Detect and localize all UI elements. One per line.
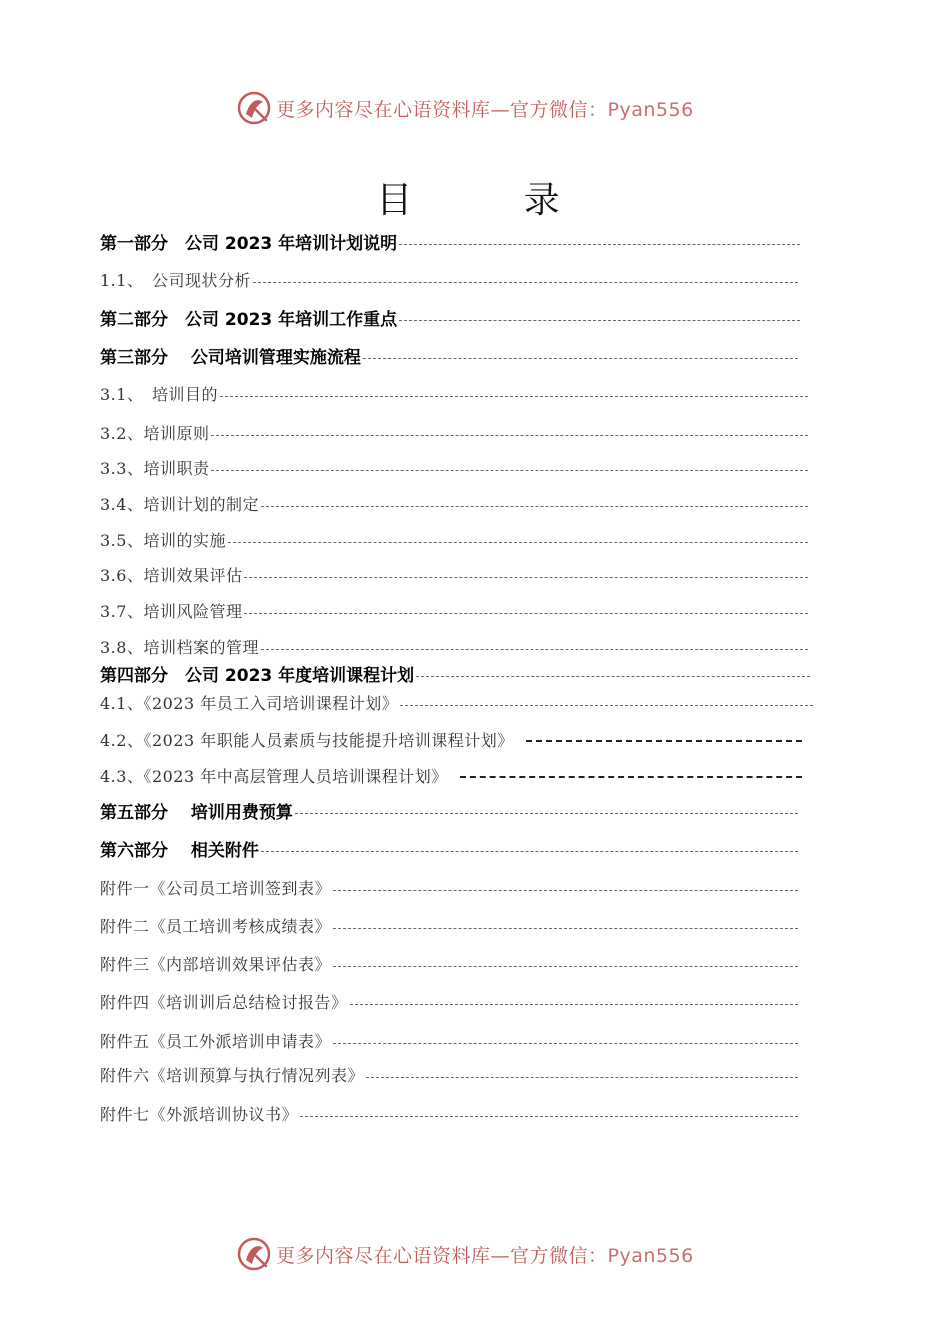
toc-entry-label: 3.5、培训的实施: [100, 530, 226, 550]
toc-entry[interactable]: [100, 266, 251, 292]
toc-leader-dots: [333, 928, 798, 929]
toc-entry[interactable]: [100, 1027, 331, 1053]
toc-leader-dots: [261, 506, 808, 507]
watermark-logo-icon: [236, 1236, 272, 1272]
toc-entry-label: 4.3、《2023 年中高层管理人员培训课程计划》: [100, 766, 448, 786]
watermark-wechat-id: Pyan556: [607, 1245, 694, 1267]
toc-leader-dots: [399, 244, 800, 245]
toc-entry-label: 第五部分 培训用费预算: [100, 802, 293, 823]
toc-leader-dots: [399, 320, 800, 321]
toc-leader-dots: [363, 358, 798, 359]
toc-entry[interactable]: [100, 689, 398, 715]
toc-entry[interactable]: [100, 835, 259, 861]
toc-leader-dots: [366, 1077, 798, 1078]
toc-entry-label: 第一部分 公司 2023 年培训计划说明: [100, 233, 398, 254]
toc-entry-label: 4.2、《2023 年职能人员素质与技能提升培训课程计划》: [100, 730, 514, 750]
toc-leader-dots: [526, 740, 802, 742]
toc-leader-dots: [333, 890, 798, 891]
toc-entry[interactable]: [100, 342, 361, 368]
toc-leader-dots: [244, 613, 808, 614]
toc-entry-label: 附件一《公司员工培训签到表》: [100, 878, 332, 898]
toc-leader-dots: [400, 705, 813, 706]
toc-entry[interactable]: [100, 797, 293, 823]
toc-entry-label: 附件四《培训训后总结检讨报告》: [100, 992, 348, 1012]
toc-leader-dots: [228, 542, 808, 543]
toc-entry-label: 附件三《内部培训效果评估表》: [100, 954, 332, 974]
watermark-wechat-id: Pyan556: [607, 99, 694, 121]
toc-leader-dots: [300, 1116, 798, 1117]
toc-leader-dots: [295, 813, 798, 814]
toc-entry-label: 3.6、培训效果评估: [100, 565, 243, 585]
toc-entry[interactable]: [100, 561, 242, 587]
toc-entry[interactable]: [100, 597, 242, 623]
toc-entry-label: 附件五《员工外派培训申请表》: [100, 1031, 332, 1051]
toc-entry[interactable]: [100, 988, 348, 1014]
toc-entry-label: 第三部分 公司培训管理实施流程: [100, 347, 361, 368]
toc-leader-dots: [244, 577, 808, 578]
toc-entry[interactable]: [100, 304, 397, 330]
toc-entry[interactable]: [100, 228, 397, 254]
toc-entry[interactable]: [100, 950, 331, 976]
toc-leader-dots: [350, 1004, 798, 1005]
toc-entry-label: 第四部分 公司 2023 年度培训课程计划: [100, 665, 415, 686]
toc-entry-label: 第六部分 相关附件: [100, 840, 259, 861]
watermark-text: 更多内容尽在心语资料库—官方微信：Pyan556: [276, 99, 694, 121]
toc-leader-dots: [211, 470, 808, 471]
watermark-banner-bottom: [0, 1234, 950, 1274]
toc-entry-label: 附件七《外派培训协议书》: [100, 1104, 299, 1124]
toc-entry-label: 3.7、培训风险管理: [100, 601, 243, 621]
toc-entry[interactable]: [100, 454, 209, 480]
toc-leader-dots: [333, 1043, 798, 1044]
watermark-text: 更多内容尽在心语资料库—官方微信：Pyan556: [276, 1245, 694, 1267]
toc-entry-label: 第二部分 公司 2023 年培训工作重点: [100, 309, 398, 330]
toc-entry-label: 4.1、《2023 年员工入司培训课程计划》: [100, 693, 399, 713]
toc-entry-label: 附件六《培训预算与执行情况列表》: [100, 1065, 365, 1085]
toc-leader-dots: [220, 396, 808, 397]
toc-entry-label: 3.1、 培训目的: [100, 384, 218, 404]
toc-leader-dots: [460, 776, 802, 778]
toc-leader-dots: [211, 435, 808, 436]
toc-leader-dots: [253, 282, 798, 283]
toc-entry[interactable]: [100, 912, 331, 938]
toc-entry[interactable]: [100, 874, 331, 900]
toc-entry-label: 3.3、培训职责: [100, 458, 210, 478]
toc-entry[interactable]: [100, 762, 448, 788]
toc-entry[interactable]: [100, 660, 414, 686]
toc-entry[interactable]: [100, 419, 209, 445]
toc-entry-label: 3.4、培训计划的制定: [100, 494, 259, 514]
toc-entry[interactable]: [100, 380, 218, 406]
toc-leader-dots: [416, 676, 810, 677]
toc-entry[interactable]: [100, 490, 259, 516]
toc-entry-label: 3.8、培训档案的管理: [100, 637, 259, 657]
toc-entry[interactable]: [100, 633, 259, 659]
toc-leader-dots: [261, 649, 808, 650]
toc-entry-label: 1.1、 公司现状分析: [100, 270, 251, 290]
toc-entry-label: 附件二《员工培训考核成绩表》: [100, 916, 332, 936]
toc-entry[interactable]: [100, 1100, 298, 1126]
toc-leader-dots: [261, 851, 798, 852]
toc-entry[interactable]: [100, 526, 226, 552]
toc-entry-label: 3.2、培训原则: [100, 423, 210, 443]
toc-leader-dots: [333, 966, 798, 967]
toc-title: 目 录: [376, 180, 610, 221]
toc-entry[interactable]: [100, 1061, 364, 1087]
toc-entry[interactable]: [100, 726, 514, 752]
